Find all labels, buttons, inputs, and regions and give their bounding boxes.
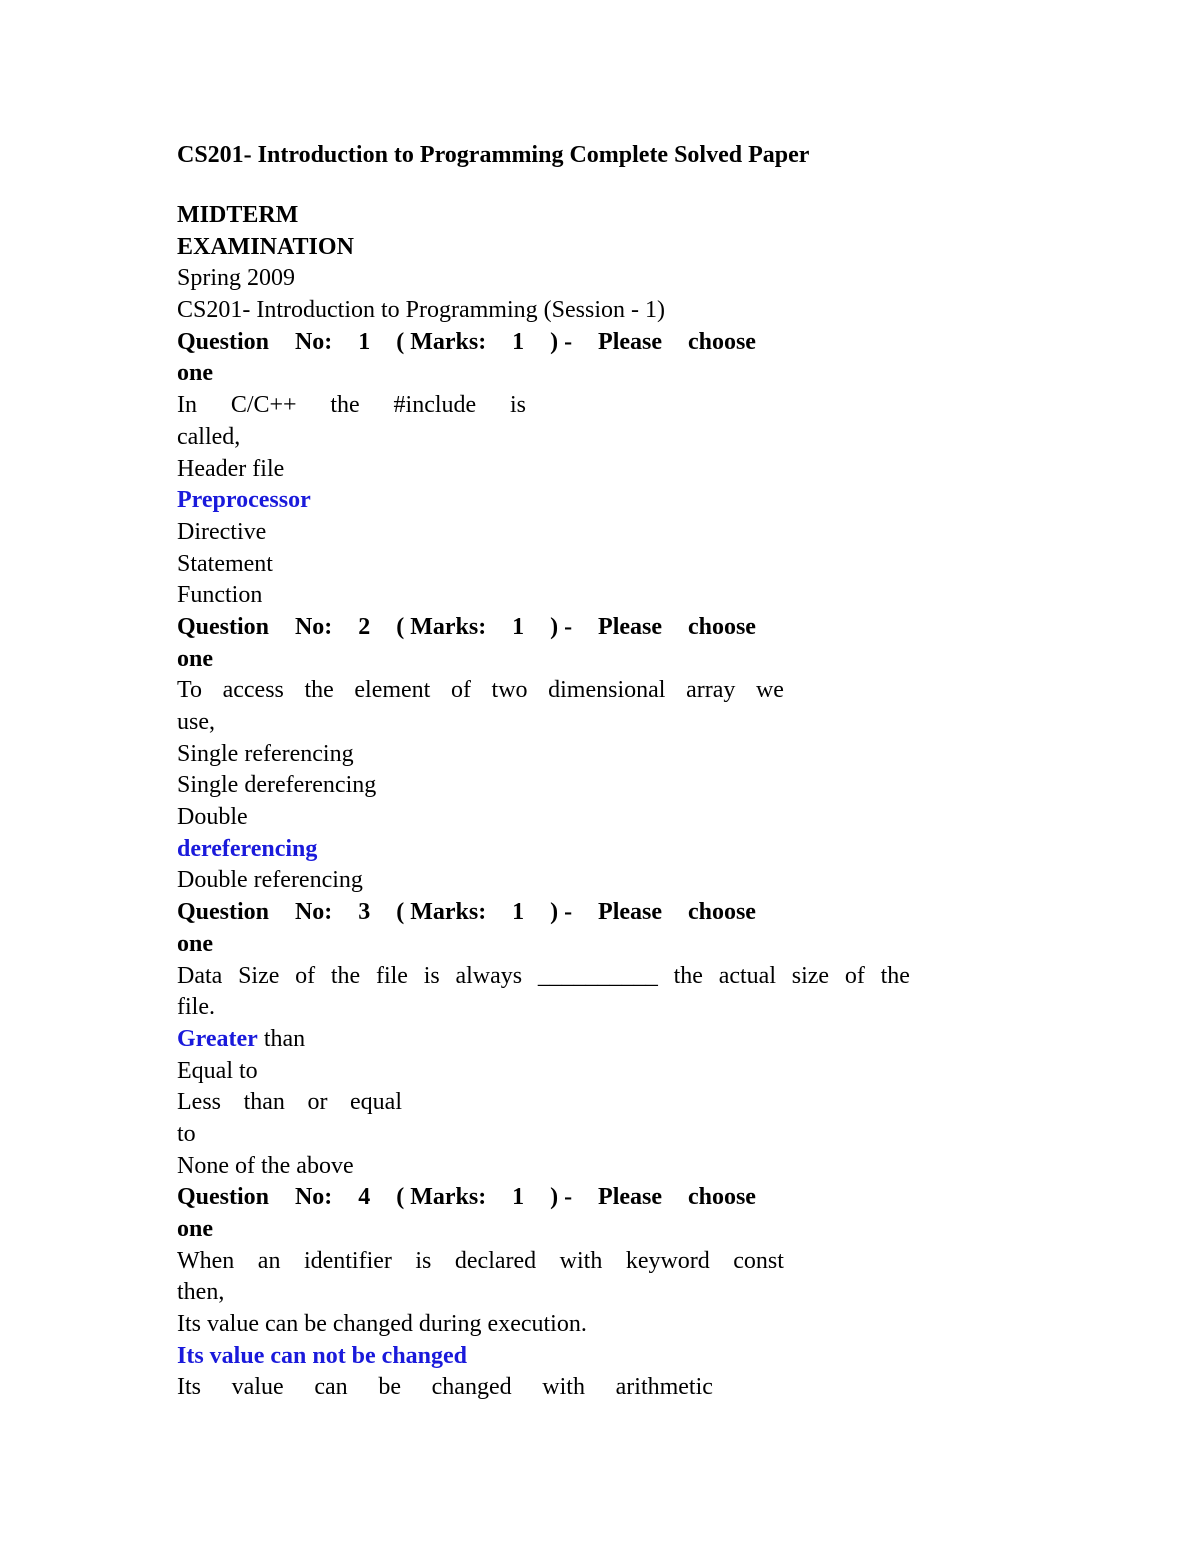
stem-word: the — [330, 392, 360, 419]
option — [177, 1087, 402, 1119]
marks-close: ) - — [550, 899, 573, 926]
option: None of the above — [177, 1152, 354, 1179]
answer-highlight: Greater — [177, 1025, 258, 1052]
choose-word: choose — [687, 899, 756, 926]
marks-value: 1 — [512, 328, 525, 355]
question-word: Question — [177, 1184, 270, 1211]
option: Its value can be changed during execution. — [177, 1311, 587, 1338]
option: Equal to — [177, 1057, 258, 1084]
document-body — [177, 200, 917, 1404]
stem-word: identifier — [303, 1247, 392, 1274]
exam-course: CS201- Introduction to Programming (Session - 1) — [177, 297, 665, 324]
stem-word: file — [375, 962, 408, 989]
option — [177, 1372, 713, 1404]
question-header-one: one — [177, 645, 213, 672]
please-word: Please — [598, 1184, 663, 1211]
stem-word: the — [304, 677, 334, 704]
stem-word: Size — [238, 962, 280, 989]
exam-term: Spring 2009 — [177, 265, 296, 292]
option: Statement — [177, 550, 273, 577]
marks-value: 1 — [512, 613, 525, 640]
question-stem-line2: called, — [177, 423, 241, 450]
option-word: be — [378, 1374, 401, 1401]
question-word: Question — [177, 899, 270, 926]
stem-word: When — [177, 1247, 235, 1274]
marks-close: ) - — [550, 328, 573, 355]
stem-word: #include — [393, 392, 477, 419]
stem-word: two — [491, 677, 528, 704]
question-word: Question — [177, 613, 270, 640]
question-header-one: one — [177, 360, 213, 387]
question-number: 4 — [358, 1184, 371, 1211]
question-header — [177, 327, 756, 359]
option-word: or — [307, 1089, 328, 1116]
option — [177, 1024, 917, 1056]
stem-word: is — [415, 1247, 432, 1274]
stem-word: element — [354, 677, 431, 704]
stem-word: access — [222, 677, 284, 704]
answer-highlight: Preprocessor — [177, 487, 311, 514]
question-header — [177, 897, 756, 929]
stem-word: of — [844, 962, 865, 989]
stem-word: actual — [718, 962, 776, 989]
marks-value: 1 — [512, 1184, 525, 1211]
question-no-label: No: — [294, 613, 333, 640]
option: Function — [177, 582, 263, 609]
marks-value: 1 — [512, 899, 525, 926]
option-word: Less — [177, 1089, 221, 1116]
document-title: CS201- Introduction to Programming Complete Solved Paper — [177, 142, 810, 168]
option: Single dereferencing — [177, 772, 377, 799]
exam-label-line2: EXAMINATION — [177, 233, 354, 260]
choose-word: choose — [687, 613, 756, 640]
question-no-label: No: — [294, 1184, 333, 1211]
option-continuation: to — [177, 1120, 196, 1147]
marks-close: ) - — [550, 1184, 573, 1211]
option-word: with — [542, 1374, 585, 1401]
question-stem-line1 — [177, 961, 910, 993]
question-stem-line2: then, — [177, 1279, 225, 1306]
stem-word: declared — [454, 1247, 537, 1274]
please-word: Please — [598, 613, 663, 640]
exam-label-line1: MIDTERM — [177, 202, 299, 228]
marks-open: ( Marks: — [396, 899, 487, 926]
stem-word: is — [509, 392, 526, 419]
answer-highlight: Its value can not be changed — [177, 1342, 468, 1369]
answer-highlight: dereferencing — [177, 835, 318, 862]
question-number: 3 — [358, 899, 371, 926]
stem-word: dimensional — [548, 677, 666, 704]
question-header-one: one — [177, 930, 213, 957]
choose-word: choose — [687, 1184, 756, 1211]
stem-word: In — [177, 392, 197, 419]
option-word: than — [243, 1089, 285, 1116]
option-word: value — [231, 1374, 284, 1401]
option-rest: than — [257, 1025, 306, 1052]
option: Double — [177, 804, 248, 831]
stem-word: is — [423, 962, 440, 989]
marks-open: ( Marks: — [396, 613, 487, 640]
question-word: Question — [177, 328, 270, 355]
question-header — [177, 612, 756, 644]
stem-word: always — [455, 962, 523, 989]
stem-word: const — [733, 1247, 784, 1274]
option: Header file — [177, 455, 285, 482]
question-stem-line2: file. — [177, 994, 215, 1021]
stem-word: with — [559, 1247, 603, 1274]
question-number: 1 — [358, 328, 371, 355]
option-word: arithmetic — [615, 1374, 713, 1401]
question-stem-line1 — [177, 390, 526, 422]
question-stem-line2: use, — [177, 709, 215, 735]
stem-word: we — [755, 677, 784, 704]
stem-word: keyword — [625, 1247, 710, 1274]
option: Double referencing — [177, 867, 363, 894]
marks-open: ( Marks: — [396, 1184, 487, 1211]
stem-word: the — [880, 962, 910, 989]
stem-word: of — [295, 962, 316, 989]
stem-word: the — [330, 962, 361, 989]
stem-word: To — [177, 677, 202, 704]
marks-open: ( Marks: — [396, 328, 487, 355]
please-word: Please — [598, 328, 663, 355]
option-word: Its — [177, 1374, 201, 1401]
question-no-label: No: — [294, 899, 333, 926]
question-stem-line1 — [177, 1246, 784, 1278]
option-word: can — [314, 1374, 348, 1401]
option: Single referencing — [177, 740, 354, 767]
stem-word: Data — [177, 962, 223, 989]
stem-word: of — [450, 677, 471, 704]
stem-word: the — [673, 962, 703, 989]
stem-word: size — [791, 962, 830, 989]
choose-word: choose — [687, 328, 756, 355]
question-stem-line1 — [177, 675, 784, 707]
stem-word: C/C++ — [230, 392, 297, 419]
stem-word: an — [257, 1247, 281, 1274]
blank-line: __________ — [537, 962, 658, 989]
option-word: changed — [431, 1374, 512, 1401]
question-header-one: one — [177, 1216, 213, 1242]
question-no-label: No: — [294, 328, 333, 355]
stem-word: array — [686, 677, 736, 704]
please-word: Please — [598, 899, 663, 926]
option-word: equal — [350, 1089, 402, 1116]
option-continuation: Directive — [177, 518, 267, 545]
marks-close: ) - — [550, 613, 573, 640]
question-header — [177, 1182, 756, 1214]
question-number: 2 — [358, 613, 371, 640]
